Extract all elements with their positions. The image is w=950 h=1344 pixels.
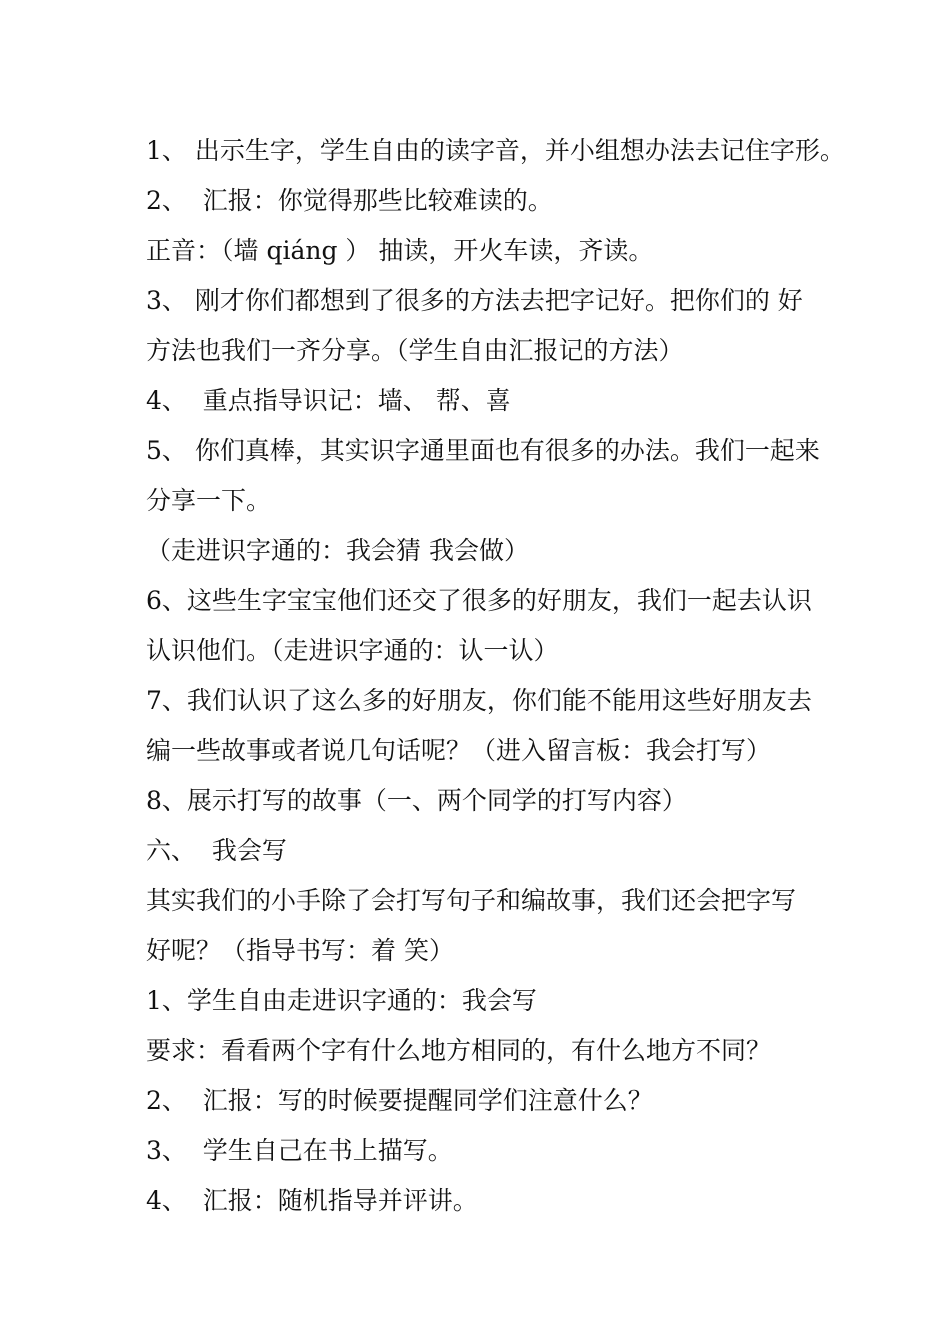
text-line: 5、 你们真棒，其实识字通里面也有很多的办法。我们一起来 xyxy=(146,436,820,465)
text-line: 1、学生自由走进识字通的：我会写 xyxy=(146,986,537,1015)
text-line: 3、 刚才你们都想到了很多的方法去把字记好。把你们的 好 xyxy=(146,286,803,315)
text-line: 分享一下。 xyxy=(146,486,272,515)
section-heading: 六、 我会写 xyxy=(146,836,287,865)
text-line: 认识他们。（走进识字通的：认一认） xyxy=(146,636,559,665)
text-line: 正音：（墙 qiáng ） 抽读，开火车读，齐读。 xyxy=(146,236,654,265)
text-line: 1、 出示生字，学生自由的读字音，并小组想办法去记住字形。 xyxy=(146,136,845,165)
text-line: 4、 重点指导识记：墙、 帮、喜 xyxy=(146,386,511,415)
text-line: 要求：看看两个字有什么地方相同的，有什么地方不同？ xyxy=(146,1036,772,1065)
text-line: 8、展示打写的故事（一、两个同学的打写内容） xyxy=(146,786,687,815)
text-line: （走进识字通的：我会猜 我会做） xyxy=(146,536,529,565)
text-line: 4、 汇报：随机指导并评讲。 xyxy=(146,1186,478,1215)
text-line: 2、 汇报：写的时候要提醒同学们注意什么？ xyxy=(146,1086,653,1115)
text-line: 好呢？（指导书写：着 笑） xyxy=(146,936,454,965)
text-line: 2、 汇报：你觉得那些比较难读的。 xyxy=(146,186,553,215)
text-line: 方法也我们一齐分享。（学生自由汇报记的方法） xyxy=(146,336,684,365)
text-line: 其实我们的小手除了会打写句子和编故事，我们还会把字写 xyxy=(146,886,797,915)
text-line: 6、这些生字宝宝他们还交了很多的好朋友，我们一起去认识 xyxy=(146,586,812,615)
text-line: 编一些故事或者说几句话呢？（进入留言板：我会打写） xyxy=(146,736,772,765)
text-line: 7、我们认识了这么多的好朋友，你们能不能用这些好朋友去 xyxy=(146,686,812,715)
text-line: 3、 学生自己在书上描写。 xyxy=(146,1136,453,1165)
